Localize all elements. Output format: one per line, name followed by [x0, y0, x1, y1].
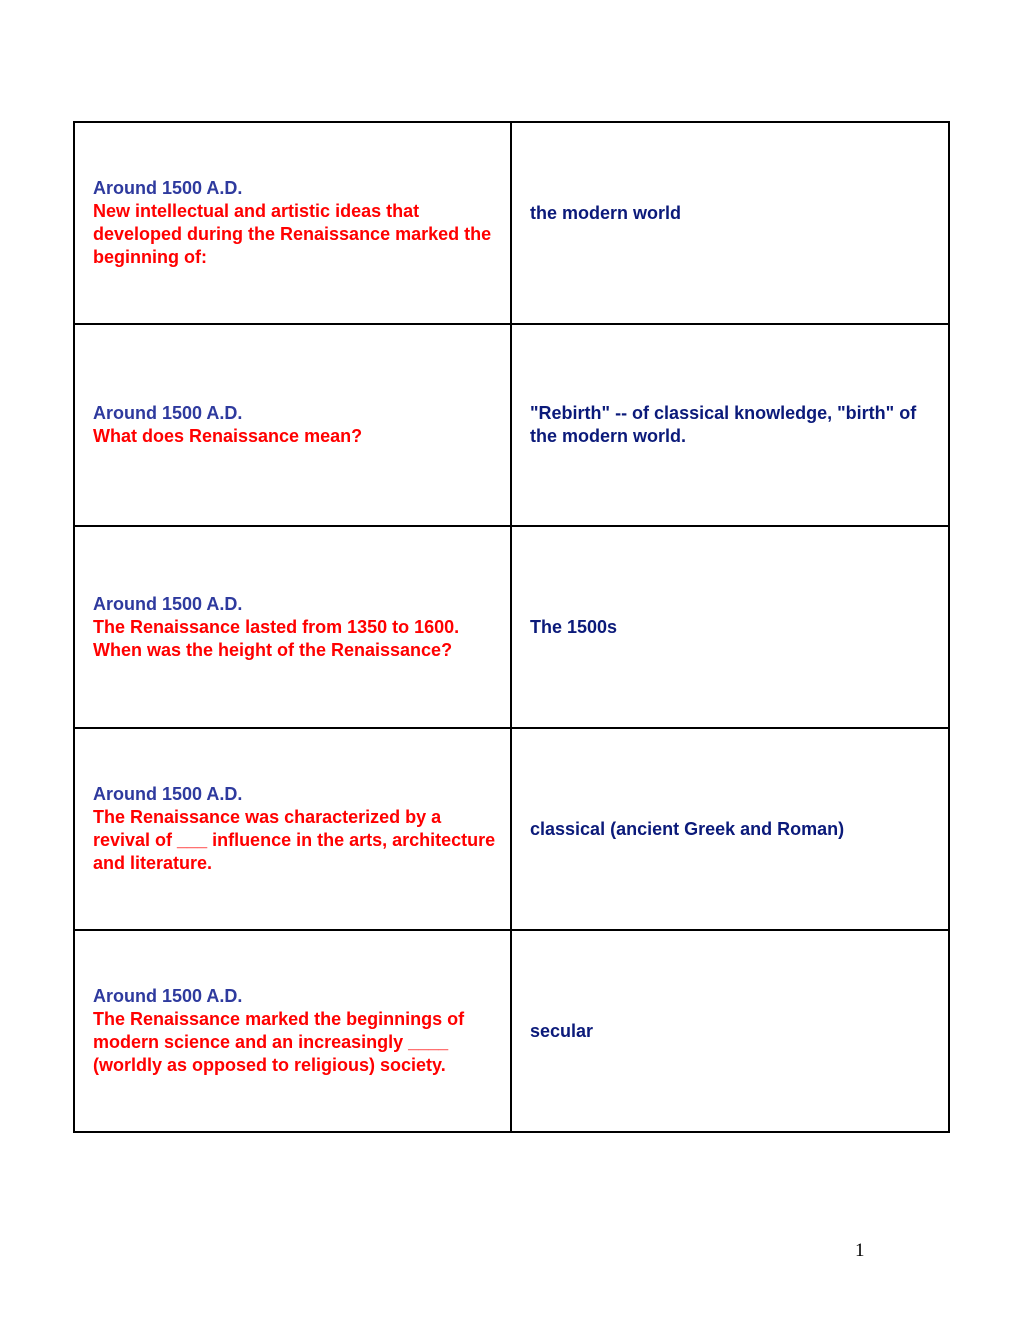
answer-cell — [511, 122, 949, 324]
question-cell — [74, 324, 511, 526]
question-text: New intellectual and artistic ideas that developed during the Renaissance marked the beginning of: — [93, 201, 492, 267]
question-cell — [74, 122, 511, 324]
answer-cell — [511, 930, 949, 1132]
era-label: Around 1500 A.D. — [93, 593, 243, 614]
flashcard-table — [73, 121, 950, 1133]
answer-text: "Rebirth" -- of classical knowledge, "birth" of the modern world. — [530, 403, 917, 446]
flashcard-row — [74, 930, 949, 1132]
question-cell — [74, 930, 511, 1132]
answer-text: classical (ancient Greek and Roman) — [530, 818, 845, 839]
answer-text: secular — [530, 1020, 594, 1041]
page-number: 1 — [855, 1240, 865, 1261]
flashcard-row — [74, 324, 949, 526]
era-label: Around 1500 A.D. — [93, 403, 243, 423]
answer-cell — [511, 728, 949, 930]
question-cell — [74, 728, 511, 930]
era-label: Around 1500 A.D. — [93, 178, 243, 198]
flashcard-row — [74, 122, 949, 324]
answer-cell — [511, 526, 949, 728]
question-text: The Renaissance lasted from 1350 to 1600. When was the height of the Renaissance? — [93, 616, 460, 660]
question-cell — [74, 526, 511, 728]
question-text: What does Renaissance mean? — [93, 426, 363, 446]
question-text: The Renaissance marked the beginnings of modern science and an increasingly ____ (worldly as opposed to religious) society. — [93, 1009, 465, 1075]
answer-cell — [511, 324, 949, 526]
answer-text: the modern world — [530, 202, 682, 223]
flashcard-row — [74, 728, 949, 930]
question-text: The Renaissance was characterized by a revival of ___ influence in the arts, architecture and literature. — [93, 807, 496, 873]
era-label: Around 1500 A.D. — [93, 986, 243, 1006]
flashcard-row — [74, 526, 949, 728]
answer-text: The 1500s — [530, 616, 618, 637]
era-label: Around 1500 A.D. — [93, 784, 243, 804]
